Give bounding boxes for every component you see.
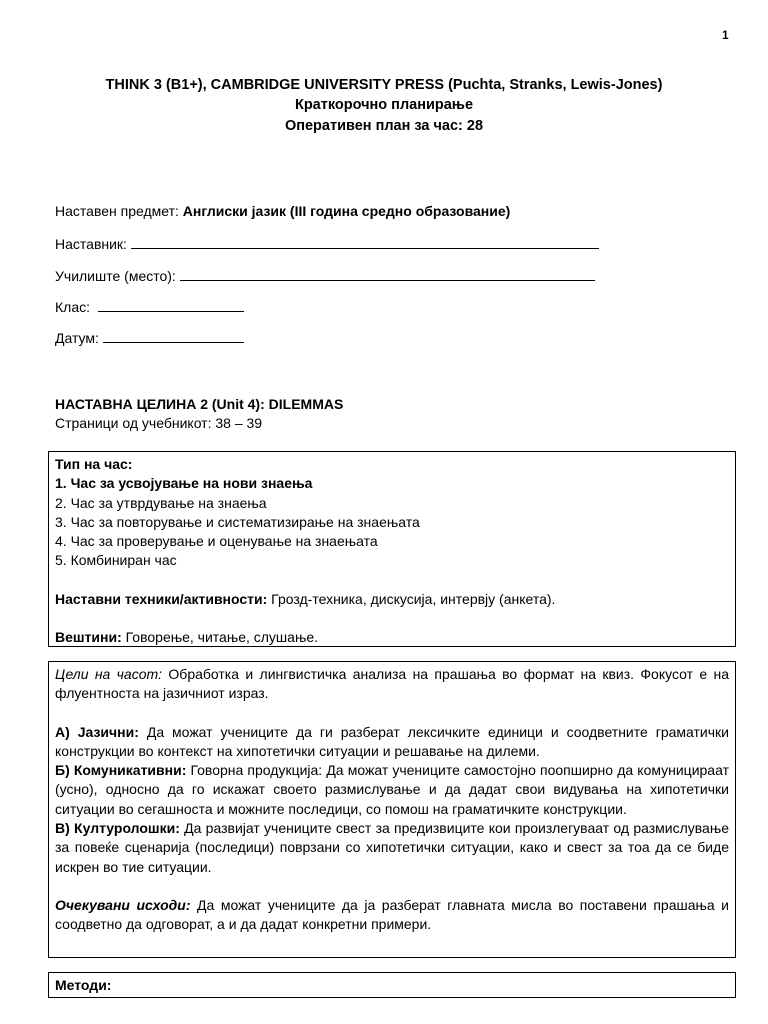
skills-label: Вештини: [55,629,122,646]
document-subtitle: Краткорочно планирање [294,97,474,113]
cultural-label: В) Културолошки: [55,820,180,837]
lesson-type-item: 5. Комбиниран час [55,552,177,569]
communicative-goals [55,761,729,819]
lesson-type-box [48,451,736,647]
lesson-type-item: 3. Час за повторување и систематизирање на знаењата [55,513,420,530]
linguistic-label: А) Јазични: [55,723,139,740]
goals-text: Обработка и лингвистичка анализа на прашања во формат на квиз. Фокусот е на флуентноста на јазичниот израз. [55,666,729,702]
skills-value: Говорење, читање, слушање. [121,629,318,646]
skills-line [55,628,729,647]
class-label: Клас: [55,299,90,315]
class-line [55,298,244,315]
date-blank[interactable] [103,329,244,343]
subject-label: Наставен предмет: [55,203,179,219]
lesson-type-item: 1. Час за усвојување на нови знаења [55,475,313,492]
expected-outcomes [55,896,729,935]
techniques-line [55,590,729,609]
communicative-text: Говорна продукција: Да можат учениците самостојно поопширно да комуницираат (усно), односно да го искажат своето размислување и да дадат свои видувања на хипотетички ситуации во сегашноста и можните последици, со помош на граматичките конструкции. [55,762,729,817]
school-label: Училиште (место): [55,268,176,284]
communicative-label: Б) Комуникативни: [55,762,187,779]
goals-label: Цели на часот: [55,666,163,682]
teacher-blank[interactable] [131,235,599,249]
unit-pages: Страници од учебникот: 38 – 39 [55,415,263,431]
methods-box [48,972,736,998]
lesson-type-item: 4. Час за проверување и оценување на знаењата [55,533,378,550]
school-blank[interactable] [180,267,595,281]
teacher-line [55,235,599,252]
linguistic-text: Да можат учениците да ги разберат лексичките единици и соодветните граматички конструкции во контекст на хипотетички ситуации и решавање на дилеми. [55,723,729,759]
class-blank[interactable] [98,298,244,312]
cultural-text: Да развијат учениците свест за предизвиците кои произлегуваат од размислување за повеќе сценарија (последици) поврзани со хипотетички ситуации, како и свест за тоа да се биде искрен во тие ситуации. [55,820,730,875]
lesson-type-item: 2. Час за утврдување на знаења [55,494,267,511]
subject-line [55,203,510,219]
page-number: 1 [722,28,729,42]
document-title: THINK 3 (B1+), CAMBRIDGE UNIVERSITY PRESS (Puchta, Stranks, Lewis-Jones) [105,77,663,93]
linguistic-goals [55,723,729,762]
date-line [55,329,244,346]
date-label: Датум: [55,330,99,346]
techniques-value: Грозд-техника, дискусија, интервју (анкета). [267,590,556,607]
teacher-label: Наставник: [55,236,127,252]
school-line [55,267,595,284]
unit-title: НАСТАВНА ЦЕЛИНА 2 (Unit 4): DILEMMAS [55,396,344,412]
goals-paragraph [55,665,729,704]
outcomes-label: Очекувани исходи: [55,896,191,913]
outcomes-text: Да можат учениците да ја разберат главната мисла во поставени прашања и соодветно да одговорат, а и да дадат конкретни примери. [55,896,730,933]
methods-label: Методи: [55,977,112,993]
goals-box [48,661,736,958]
techniques-label: Наставни техники/активности: [55,590,268,607]
subject-value: Англиски јазик (III година средно образование) [182,203,511,219]
cultural-goals [55,819,729,877]
lesson-type-heading: Тип на час: [55,456,133,472]
plan-heading: Оперативен план за час: 28 [284,118,484,134]
